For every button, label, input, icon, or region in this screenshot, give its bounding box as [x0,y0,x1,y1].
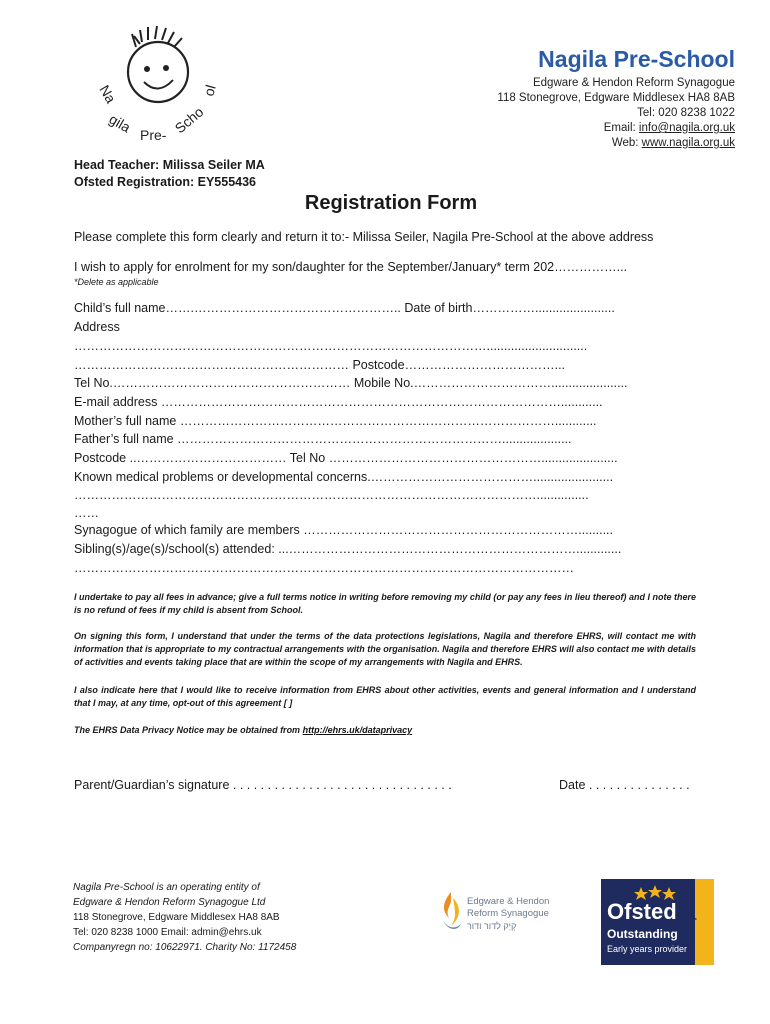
email-link[interactable]: info@nagila.org.uk [638,122,735,134]
email-field[interactable]: E-mail address ……………………………………………………………………………………............ [74,395,603,409]
signature-field[interactable]: Parent/Guardian’s signature . . . . . . . . . . . . . . . . . . . . . . . . . . . . . . . . [74,778,452,792]
intro-text: Please complete this form clearly and return it to:- Milissa Seiler, Nagila Pre-School at the above address [74,230,654,244]
head-teacher: Head Teacher: Milissa Seiler MA [74,158,265,172]
footer-registration: Companyregn no: 10622971. Charity No: 1172458 [73,942,297,953]
head-info [74,157,265,191]
date-field[interactable]: Date . . . . . . . . . . . . . . . [559,778,690,792]
svg-text:Na: Na [96,82,120,106]
ehrs-hebrew: קְיְק לדור ודור [467,921,517,931]
ofsted-outstanding-badge [601,879,714,965]
email-label: Email: [603,122,639,134]
father-name-field[interactable]: Father’s full name …………………………………………………………………….................... [74,432,572,446]
flame-icon [437,890,465,936]
footer-address: 118 Stonegrove, Edgware Middlesex HA8 8AB [73,912,280,923]
siblings-continuation-field[interactable]: ………………………………………………………………………………………………………… [74,561,574,575]
footer-contact: Tel: 020 8238 1000 Email: admin@ehrs.uk [73,927,262,938]
ofsted-name: Ofsted [607,899,677,924]
privacy-notice-text: The EHRS Data Privacy Notice may be obtained from [74,725,303,735]
mother-name-field[interactable]: Mother’s full name ………………………………………………………………………………............ [74,414,597,428]
postcode-field[interactable]: ………………………………………………………… Postcode………………………………... [74,358,566,372]
phone-line: Tel: 020 8238 1022 [637,107,735,119]
web-line [612,136,735,151]
privacy-notice-link[interactable]: http://ehrs.uk/dataprivacy [302,725,413,735]
smiley-face-icon [88,22,238,147]
apply-text: I wish to apply for enrolment for my son/daughter for the September/January* term 202……………... [74,260,628,274]
address-line-field[interactable]: ………………………………………………………………………………………............................. [74,339,588,353]
address-label: Address [74,320,120,334]
school-logo [88,22,238,147]
ofsted-years: 2015|2016 [685,892,697,945]
svg-text:gila: gila [106,110,134,136]
ehrs-name-line: Edgware & Hendon [467,896,550,907]
form-title: Registration Form [304,192,478,214]
data-protection-paragraph: On signing this form, I understand that under the terms of the data protections legislations, Nagila and therefore EHRS, will contact me with information that is appropriate to my contractual arrangements with the organisation. Nagila and therefore EHRS will also contact me with details of activities and events taking place that are within the scope of my arrangements with Nagila and EHRS. [74,631,696,667]
web-link[interactable]: www.nagila.org.uk [641,137,735,149]
siblings-field[interactable]: Sibling(s)/age(s)/school(s) attended: ...……………………………………………………………............. [74,542,622,556]
footer-line: Nagila Pre-School is an operating entity of [73,882,260,893]
medical-field[interactable]: Known medical problems or developmental concerns.…………………………………....................... [74,470,614,484]
svg-text:Pre-: Pre- [140,127,167,143]
tel-mobile-field[interactable]: Tel No.………………………………………………… Mobile No.……………………………...................... [74,376,628,390]
delete-note: *Delete as applicable [74,277,159,287]
medical-continuation-field[interactable]: …………………………………………………………………………………………………............... [74,488,589,502]
address-line: 118 Stonegrove, Edgware Middlesex HA8 8AB [497,92,735,104]
ofsted-registration: Ofsted Registration: EY555436 [74,175,257,189]
email-line [604,121,735,136]
footer-info [73,880,296,955]
svg-text:ol: ol [200,83,219,98]
address-line: Edgware & Hendon Reform Synagogue [532,77,735,89]
school-name: Nagila Pre-School [538,46,735,72]
privacy-notice-paragraph [74,724,696,737]
footer-line: Edgware & Hendon Reform Synagogue Ltd [73,897,266,908]
postcode-tel-field[interactable]: Postcode ..……………………………… Tel No ……………………………………………...................... [74,451,618,465]
ofsted-sub: Early years provider [607,944,688,954]
svg-text:Scho: Scho [171,103,207,137]
child-name-field[interactable]: Child’s full name…….………………………………………….. Date of birth……………....................... [74,301,615,315]
ofsted-grade: Outstanding [607,927,678,941]
ehrs-logo [437,890,567,940]
opt-in-paragraph: I also indicate here that I would like to receive information from EHRS about other activities, events and general information and I understand that I may, at any time, opt-out of this agreement [ ] [74,685,696,708]
web-label: Web: [611,137,642,149]
medical-continuation-field[interactable]: …… [74,506,99,520]
synagogue-field[interactable]: Synagogue of which family are members ………………………………………………………….......... [74,523,614,537]
ehrs-name-line: Reform Synagogue [467,908,549,919]
fees-paragraph: I undertake to pay all fees in advance; give a full terms notice in writing before removing my child (or pay any fees in lieu thereof) and I note there is no refund of fees if my child is absent from School. [74,592,696,615]
